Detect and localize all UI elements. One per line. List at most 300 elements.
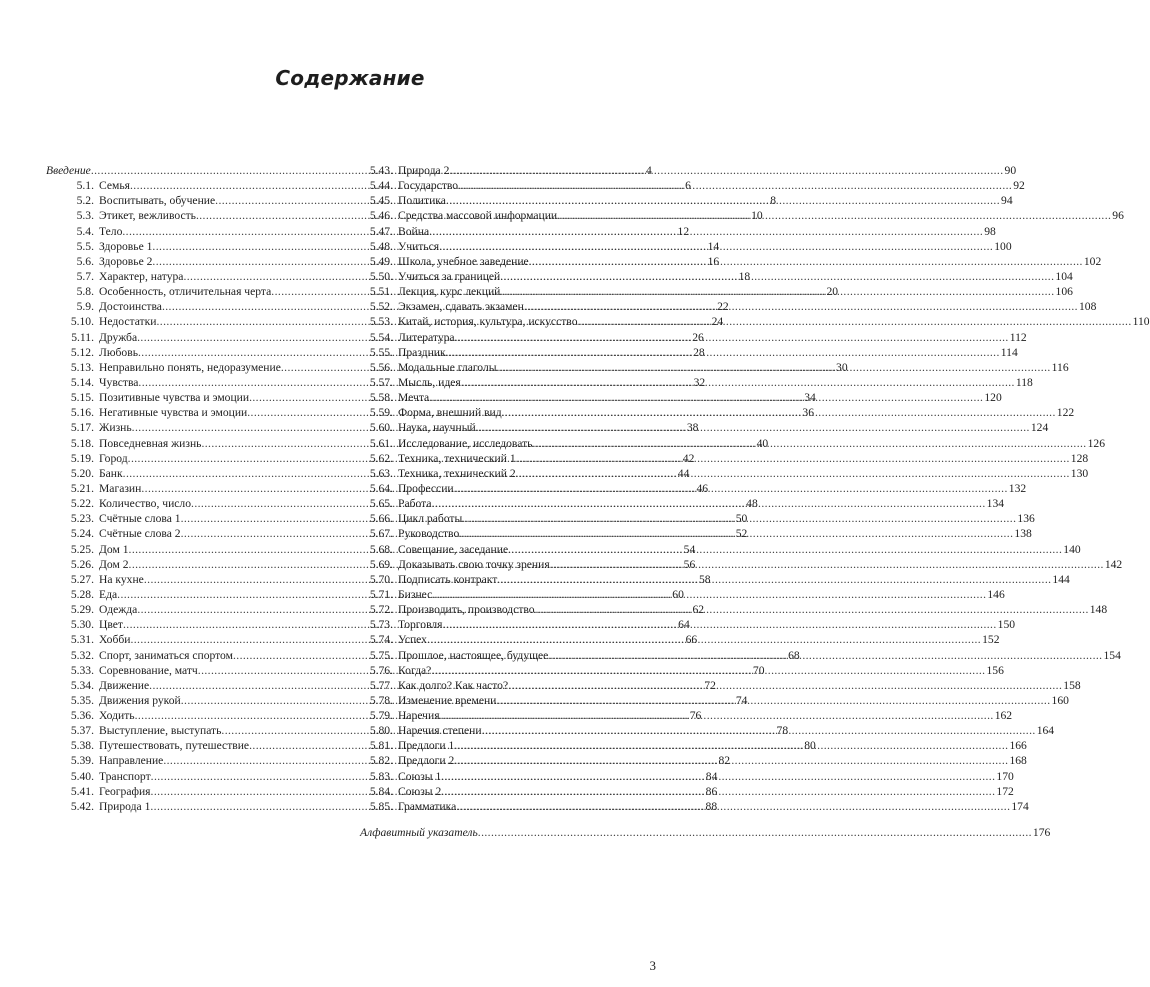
toc-entry-number: 5.33. (70, 663, 94, 677)
toc-entry-label: Негативные чувства и эмоции (99, 406, 248, 420)
toc-dot-leader (458, 178, 1012, 193)
toc-entry-label: Соревнование, матч (99, 663, 198, 677)
toc-entry-number: 5.64. (369, 481, 393, 495)
toc-entry-number: 5.41. (70, 784, 94, 798)
toc-entry-page: 16 (707, 254, 720, 268)
toc-entry-number: 5.66. (369, 512, 393, 526)
toc-entry-page: 74 (735, 693, 748, 707)
toc-entry-label: Лекция, курс лекций (398, 285, 501, 299)
toc-entry-number: 5.75. (369, 648, 393, 662)
toc-entry-page: 58 (698, 572, 711, 586)
toc-entry-page: 128 (1070, 451, 1089, 465)
toc-dot-leader (497, 360, 1051, 375)
toc-dot-leader (459, 526, 1013, 541)
toc-entry-page: 154 (1103, 648, 1121, 662)
toc-entry-number: 5.60. (369, 421, 393, 435)
toc-entry-number: 5.32. (70, 648, 94, 662)
toc-entry-label: Магазин (99, 481, 142, 495)
toc-entry-number: 5.26. (70, 557, 94, 571)
toc-entry-page: 150 (997, 618, 1016, 632)
toc-entry-page: 126 (1087, 436, 1105, 450)
toc-entry-label: Средства массовой информации (398, 209, 558, 223)
toc-entry-page: 50 (735, 512, 748, 526)
toc-entry-number: 5.6. (76, 254, 94, 268)
toc-dot-leader (497, 572, 1051, 587)
toc-entry-number: 5.29. (70, 603, 94, 617)
toc-entry-page: 134 (986, 497, 1005, 511)
toc-entry-label: Торговля (398, 618, 443, 632)
toc-entry-label: Наречия степени (398, 724, 482, 738)
toc-dot-leader (446, 193, 1000, 208)
toc-entry-label: Алфавитный указатель (360, 826, 478, 840)
toc-dot-leader (508, 542, 1062, 557)
toc-dot-leader (441, 769, 995, 784)
toc-entry-page: 32 (693, 375, 706, 389)
toc-entry-label: Экзамен, сдавать экзамен (398, 300, 524, 314)
toc-entry-number: 5.47. (369, 224, 393, 238)
toc-dot-leader (482, 723, 1036, 738)
toc-entry-page: 168 (1009, 754, 1027, 768)
toc-entry-label: Путешествовать, путешествие (99, 739, 250, 753)
toc-entry-number: 5.35. (70, 693, 94, 707)
toc-entry-number: 5.15. (70, 391, 94, 405)
toc-entry-label: Повседневная жизнь (99, 436, 202, 450)
toc-entry-label: Чувства (99, 375, 139, 389)
toc-entry-label: Школа, учебное заведение (398, 254, 529, 268)
toc-entry-label: Совещание, заседание (398, 542, 509, 556)
toc-entry-page: 110 (1132, 315, 1150, 329)
toc-entry-number: 5.69. (369, 557, 393, 571)
toc-entry-page: 68 (788, 648, 800, 662)
toc-entry-label: Хобби (99, 633, 131, 647)
toc-entry-page: 124 (1030, 421, 1049, 435)
toc-dot-leader (532, 436, 1086, 451)
toc-entry-page: 48 (746, 497, 758, 511)
toc-entry-page: 106 (1055, 285, 1073, 299)
toc-entry-number: 5.79. (369, 709, 393, 723)
toc-entry-number: 5.21. (70, 481, 94, 495)
toc-entry-label: На кухне (99, 572, 144, 586)
toc-dot-leader (461, 375, 1015, 390)
toc-entry-page: 118 (1015, 375, 1033, 389)
toc-entry-number: 5.59. (369, 406, 393, 420)
toc-entry-label: Исследование, исследовать (398, 436, 533, 450)
toc-entry-label: Война (398, 224, 430, 238)
toc-entry-number: 5.72. (369, 603, 393, 617)
toc-dot-leader (550, 557, 1104, 572)
toc-entry-label: Производить, производство (398, 603, 535, 617)
toc-dot-leader (476, 420, 1030, 435)
toc-entry-label: Учиться (398, 239, 440, 253)
toc-entry-page: 18 (738, 269, 751, 283)
toc-entry-number: 5.84. (369, 784, 393, 798)
toc-entry-page: 34 (804, 391, 816, 405)
toc-entry-page: 38 (686, 421, 699, 435)
toc-entry-number: 5.9. (76, 300, 94, 314)
toc-entry-label: Еда (99, 587, 118, 601)
toc-entry-page: 22 (717, 300, 729, 314)
toc-entry-number: 5.49. (369, 254, 393, 268)
toc-entry-number: 5.45. (369, 194, 393, 208)
toc-entry-label: Политика (398, 194, 446, 208)
toc-entry-page: 24 (711, 315, 724, 329)
toc-entry-page: 114 (1000, 345, 1018, 359)
toc-entry-page: 166 (1009, 739, 1027, 753)
toc-entry-number: 5.50. (369, 269, 393, 283)
toc-entry-number: 5.7. (76, 269, 94, 283)
toc-entry-number: 5.58. (369, 391, 393, 405)
toc-entry-number: 5.54. (369, 330, 393, 344)
toc-entry-page: 42 (682, 451, 695, 465)
toc-entry-page: 142 (1104, 557, 1123, 571)
toc-entry-label: Введение (46, 164, 91, 177)
toc-entry-label: Неправильно понять, недоразумение (99, 360, 281, 374)
toc-entry-label: Учиться за границей (398, 269, 501, 283)
toc-entry-label: Достоинства (99, 300, 162, 314)
toc-entry-number: 5.51. (369, 285, 393, 299)
toc-entry-label: Успех (398, 633, 427, 647)
toc-dot-leader (441, 784, 995, 799)
toc-entry (360, 163, 1017, 178)
toc-entry-page: 26 (692, 330, 704, 344)
toc-entry-page: 12 (677, 224, 690, 238)
toc-entry-page: 52 (735, 527, 748, 541)
page-number: 3 (649, 958, 656, 973)
toc-entry-number: 5.82. (369, 754, 393, 768)
toc-entry-number: 5.39. (70, 754, 94, 768)
toc-entry-number: 5.13. (70, 360, 94, 374)
toc-entry-page: 30 (836, 360, 848, 374)
toc-entry-number: 5.40. (70, 769, 94, 783)
toc-entry-label: Недостатки (99, 315, 157, 329)
toc-dot-leader (429, 224, 983, 239)
toc-entry-label: Праздник (398, 345, 446, 359)
toc-entry-page: 64 (678, 618, 690, 632)
toc-entry-label: Ходить (99, 709, 135, 723)
toc-entry-label: Транспорт (99, 769, 151, 783)
toc-entry-number: 5.85. (369, 799, 393, 813)
toc-entry-number: 5.37. (70, 724, 94, 738)
toc-entry-number: 5.55. (369, 345, 393, 359)
toc-entry-number: 5.62. (369, 451, 393, 465)
toc-entry-label: Выступление, выступать (99, 724, 222, 738)
toc-entry-label: Китай, история, культура, искусство (398, 315, 578, 329)
toc-entry-number: 5.78. (369, 693, 393, 707)
toc-entry-page: 146 (987, 587, 1005, 601)
toc-entry (360, 825, 1051, 840)
toc-entry-page: 56 (683, 557, 696, 571)
toc-entry-number: 5.19. (70, 451, 94, 465)
toc-dot-leader (496, 693, 1050, 708)
toc-entry-page: 176 (1032, 826, 1051, 840)
toc-dot-leader (500, 269, 1054, 284)
toc-entry-page: 140 (1063, 542, 1081, 556)
toc-entry-number: 5.22. (70, 497, 94, 511)
toc-entry-number: 5.76. (369, 663, 393, 677)
toc-entry-number: 5.77. (369, 678, 393, 692)
toc-entry-label: Направление (99, 754, 164, 768)
toc-entry-page: 46 (696, 481, 709, 495)
toc-entry-label: Изменение времени (398, 693, 497, 707)
toc-entry-number: 5.42. (70, 799, 94, 813)
toc-entry-number: 5.74. (369, 633, 393, 647)
toc-entry-page: 54 (683, 542, 696, 556)
toc-dot-leader (516, 466, 1070, 481)
toc-entry-label: Предлоги 2 (398, 754, 455, 768)
toc-entry-label: Подписать контракт (398, 572, 498, 586)
toc-entry-page: 44 (677, 466, 690, 480)
toc-entry-number: 5.12. (70, 345, 94, 359)
toc-dot-leader (578, 314, 1132, 329)
toc-entry-number: 5.61. (369, 436, 393, 450)
toc-entry-page: 98 (984, 224, 996, 238)
toc-dot-leader (427, 632, 981, 647)
toc-entry-label: Государство (398, 179, 459, 193)
toc-entry-label: Модальные глаголы (398, 360, 497, 374)
toc-entry-label: Счётные слова 1 (99, 512, 181, 526)
toc-entry-number: 5.81. (369, 739, 393, 753)
toc-entry-page: 174 (1011, 799, 1029, 813)
toc-entry-number: 5.30. (70, 618, 94, 632)
toc-entry-page: 92 (1013, 179, 1025, 193)
toc-entry-page: 84 (705, 769, 718, 783)
toc-entry-label: Литература (398, 330, 455, 344)
toc-entry-page: 70 (752, 663, 765, 677)
toc-entry-label: Жизнь (99, 421, 132, 435)
toc-entry-number: 5.68. (369, 542, 393, 556)
toc-entry-page: 130 (1070, 466, 1089, 480)
toc-entry-page: 144 (1052, 572, 1070, 586)
toc-entry (360, 557, 1123, 572)
toc-entry-number: 5.70. (369, 572, 393, 586)
toc-entry-page: 164 (1036, 724, 1055, 738)
toc-entry-label: Цикл работы (398, 512, 463, 526)
toc-entry-number: 5.10. (70, 315, 94, 329)
toc-entry-number: 5.23. (70, 512, 94, 526)
toc-dot-leader (454, 738, 1008, 753)
toc-entry-number: 5.48. (369, 239, 393, 253)
toc-entry-number: 5.14. (70, 375, 94, 389)
toc-entry-label: Дом 1 (99, 542, 129, 556)
toc-entry-page: 152 (982, 633, 1000, 647)
toc-entry-number: 5.5. (76, 239, 94, 253)
toc-dot-leader (449, 163, 1003, 178)
toc-entry-label: Природа 2 (398, 164, 450, 177)
toc-entry-page: 122 (1056, 406, 1075, 420)
toc-entry-page: 132 (1008, 481, 1027, 495)
toc-entry-number: 5.80. (369, 724, 393, 738)
toc-entry-number: 5.83. (369, 769, 393, 783)
toc-entry-page: 108 (1078, 300, 1097, 314)
toc-entry-label: Количество, число (99, 497, 192, 511)
toc-entry-label: Движения рукой (99, 693, 181, 707)
toc-entry-page: 66 (685, 633, 698, 647)
toc-entry-number: 5.4. (76, 224, 94, 238)
toc-entry-number: 5.18. (70, 436, 94, 450)
toc-entry-label: Когда? (398, 663, 432, 677)
toc-entry-number: 5.67. (369, 527, 393, 541)
toc-entry-label: Воспитывать, обучение (99, 194, 216, 208)
toc-entry-number: 5.1. (76, 179, 94, 193)
toc-entry-number: 5.17. (70, 421, 94, 435)
toc-dot-leader (502, 405, 1056, 420)
toc-entry-label: Одежда (99, 603, 138, 617)
toc-entry-page: 116 (1051, 360, 1069, 374)
toc-entry-number: 5.56. (369, 360, 393, 374)
toc-dot-leader (443, 617, 997, 632)
toc-entry-page: 14 (707, 239, 720, 253)
toc-entry-page: 62 (692, 603, 705, 617)
toc-entry-page: 120 (984, 391, 1002, 405)
toc-entry-label: Спорт, заниматься спортом (99, 648, 233, 662)
toc-entry-label: Мечта (398, 391, 430, 405)
toc-entry-page: 80 (804, 739, 816, 753)
toc-entry-label: Союзы 2 (398, 784, 442, 798)
toc-entry-page: 76 (689, 709, 702, 723)
toc-entry-number: 5.71. (369, 587, 393, 601)
toc-dot-leader (454, 481, 1008, 496)
toc-entry-label: Наука, научный (398, 421, 476, 435)
toc-entry-page: 160 (1051, 693, 1069, 707)
toc-dot-leader (508, 678, 1062, 693)
toc-entry (360, 193, 1013, 208)
toc-entry-label: Позитивные чувства и эмоции (99, 391, 250, 405)
toc-entry-label: Грамматика (398, 799, 457, 813)
toc-entry-page: 170 (996, 769, 1014, 783)
toc-entry-page: 104 (1055, 269, 1073, 283)
toc-entry-number: 5.25. (70, 542, 94, 556)
toc-entry-page: 102 (1083, 254, 1102, 268)
toc-entry-label: Профессии (398, 481, 454, 495)
toc-entry-page: 90 (1004, 164, 1017, 177)
toc-dot-leader (429, 390, 983, 405)
toc-entry-label: Как долго? Как часто? (398, 678, 509, 692)
toc-entry-page: 94 (1001, 194, 1013, 208)
toc-entry-page: 60 (672, 587, 684, 601)
toc-entry-label: Работа (398, 497, 432, 511)
toc-entry-page: 36 (802, 406, 814, 420)
toc-dot-leader (432, 587, 986, 602)
toc-entry-page: 86 (705, 784, 718, 798)
toc-dot-leader (431, 663, 985, 678)
toc-entry-page: 136 (1017, 512, 1035, 526)
toc-entry-label: Природа 1 (99, 799, 151, 813)
toc-entry-number: 5.53. (369, 315, 393, 329)
toc-entry-number: 5.31. (70, 633, 94, 647)
toc-dot-leader (439, 239, 993, 254)
toc-entry-label: Характер, натура (99, 269, 184, 283)
toc-dot-leader (529, 254, 1083, 269)
toc-entry-label: Тело (99, 224, 123, 238)
toc-entry-label: Любовь (99, 345, 138, 359)
toc-entry-number: 5.3. (76, 209, 94, 223)
toc-dot-leader (478, 825, 1032, 840)
toc-dot-leader (535, 602, 1089, 617)
toc-entry-label: Здоровье 1 (99, 239, 153, 253)
toc-entry-page: 4 (645, 164, 652, 177)
toc-dot-leader (440, 708, 994, 723)
toc-entry (360, 753, 1027, 768)
toc-entry-number: 5.11. (71, 330, 94, 344)
toc-entry-page: 40 (756, 436, 769, 450)
toc-entry-number: 5.52. (369, 300, 393, 314)
toc-entry-label: География (99, 784, 151, 798)
toc-entry-page: 88 (705, 799, 718, 813)
toc-entry-number: 5.46. (369, 209, 393, 223)
toc-entry-page: 156 (986, 663, 1004, 677)
toc-entry-label: Техника, технический 1 (398, 451, 516, 465)
toc-entry-page: 100 (994, 239, 1012, 253)
toc-entry-number: 5.20. (70, 466, 94, 480)
toc-entry-label: Этикет, вежливость (99, 209, 196, 223)
toc-entry-number: 5.34. (70, 678, 94, 692)
toc-entry-label: Бизнес (398, 587, 433, 601)
toc-entry-label: Союзы 1 (398, 769, 442, 783)
toc-entry-number: 5.24. (70, 527, 94, 541)
toc-entry-label: Прошлое, настоящее, будущее (398, 648, 549, 662)
toc-dot-leader (500, 284, 1054, 299)
toc-entry-label: Предлоги 1 (398, 739, 455, 753)
toc-entry-label: Банк (99, 466, 123, 480)
toc-entry-page: 6 (685, 179, 691, 193)
toc-entry-label: Движение (99, 678, 150, 692)
toc-dot-leader (516, 451, 1070, 466)
toc-entry-number: 5.38. (70, 739, 94, 753)
toc-entry-label: Техника, технический 2 (398, 466, 516, 480)
toc-entry-page: 82 (718, 754, 731, 768)
toc-entry-label: Наречия (398, 709, 440, 723)
toc-entry-number: 5.44. (369, 179, 393, 193)
toc-entry-page: 112 (1009, 330, 1027, 344)
toc-entry-page: 10 (751, 209, 763, 223)
toc-entry-label: Город (99, 451, 128, 465)
toc-entry-label: Форма, внешний вид (398, 406, 502, 420)
toc-dot-leader (557, 208, 1111, 223)
toc-dot-leader (548, 648, 1102, 663)
toc-entry-label: Дружба (99, 330, 138, 344)
toc-entry-page: 172 (996, 784, 1014, 798)
toc-entry (360, 178, 1025, 193)
toc-entry-label: Дом 2 (99, 557, 129, 571)
toc-dot-leader (455, 330, 1009, 345)
toc-entry-page: 78 (776, 724, 789, 738)
toc-entry-page: 28 (693, 345, 705, 359)
toc-entry-number: 5.63. (369, 466, 393, 480)
toc-entry-number: 5.27. (70, 572, 94, 586)
toc-entry-number: 5.73. (369, 618, 393, 632)
toc-entry-number: 5.16. (70, 406, 94, 420)
toc-entry-number: 5.28. (70, 587, 94, 601)
toc-entry-page: 162 (994, 709, 1013, 723)
toc-entry-label: Семья (99, 179, 130, 193)
toc-entry-label: Здоровье 2 (99, 254, 153, 268)
toc-dot-leader (462, 511, 1016, 526)
toc-entry-number: 5.36. (70, 709, 94, 723)
toc-entry-page: 8 (770, 194, 777, 208)
toc-entry-label: Руководство (398, 527, 460, 541)
toc-entry-label: Мысль, идея (398, 375, 461, 389)
toc-entry-page: 158 (1063, 678, 1081, 692)
toc-entry-page: 148 (1089, 603, 1108, 617)
toc-entry-label: Счётные слова 2 (99, 527, 181, 541)
toc-entry-label: Цвет (99, 618, 123, 632)
toc-entry-number: 5.8. (76, 285, 94, 299)
toc-entry-number: 5.43. (369, 164, 393, 177)
toc-entry-number: 5.2. (76, 194, 94, 208)
toc-entry-label: Особенность, отличительная черта (99, 285, 272, 299)
page-title: Содержание (275, 66, 425, 90)
toc-dot-leader (456, 799, 1010, 814)
